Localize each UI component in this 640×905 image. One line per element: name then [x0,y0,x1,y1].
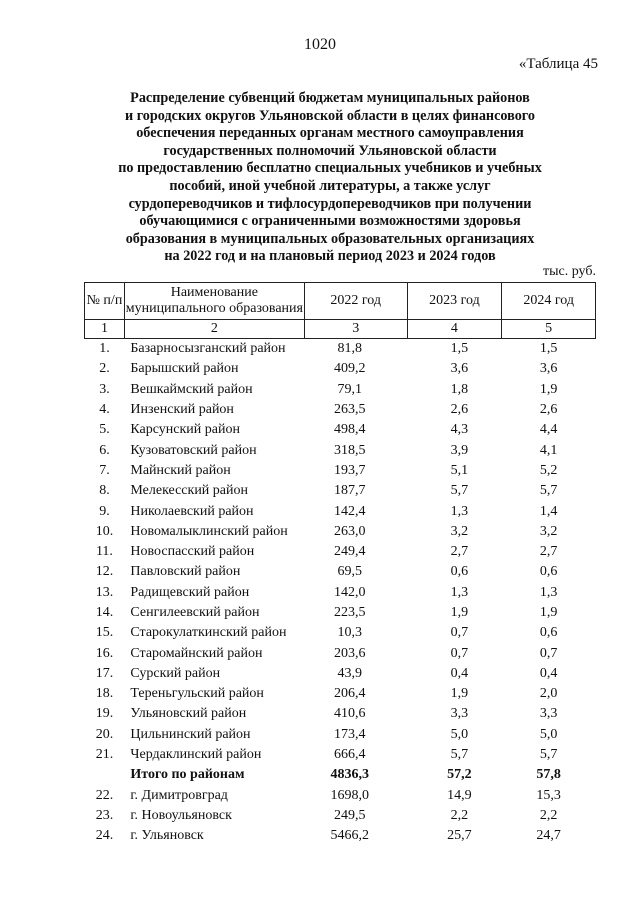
value-2024: 4,4 [539,422,558,438]
value-2023: 5,7 [450,483,469,499]
row-name: Кузоватовский район [130,442,257,458]
table-row [85,522,596,542]
row-name: Майнский район [130,462,231,478]
title-line: образования в муниципальных образовательных организациях [125,230,535,247]
table-body [85,339,596,847]
total-row [85,765,596,785]
table-row [85,684,596,704]
value-2022: 410,6 [333,706,366,722]
value-2024: 1,9 [539,605,558,620]
row-number: 6. [99,442,110,458]
value-2023: 1,8 [450,381,469,397]
value-2022: 5466,2 [330,828,369,844]
value-2023: 4,3 [450,422,469,438]
table-row [85,725,596,745]
row-number: 2. [99,361,110,377]
value-2024: 5,7 [539,747,558,763]
value-2024: 0,4 [539,665,558,681]
row-number: 15. [95,625,114,641]
title-line: Распределение субвенций бюджетам муниципальных районов [130,90,530,106]
value-2023: 1,9 [450,686,469,702]
value-2022: 223,5 [333,605,366,620]
value-2024: 3,2 [539,523,558,539]
row-number: 3. [99,381,110,397]
header-number: № п/п [85,283,125,320]
header-name: Наименование муниципального образования [124,283,304,320]
row-number: 21. [95,747,114,763]
value-2023: 3,6 [450,361,469,377]
title-line: и городских округов Ульяновской области в целях финансового [125,107,535,124]
value-2022: 263,5 [333,402,366,418]
value-2024: 1,3 [539,584,558,600]
row-name: Старомайнский район [130,645,263,661]
value-2022: 666,4 [333,747,366,763]
row-number: 20. [95,726,114,742]
table-row [85,501,596,521]
value-2022: 81,8 [337,341,362,357]
row-number: 22. [95,787,114,803]
table-row [85,664,596,684]
row-name: г. Новоульяновск [130,807,232,823]
row-name: г. Ульяновск [130,828,204,844]
table-row [85,542,596,562]
value-2023: 2,2 [450,807,469,823]
table-row [85,745,596,765]
value-2022: 249,5 [333,807,366,823]
table-row [85,420,596,440]
value-2022: 142,4 [333,503,366,519]
table-row [85,623,596,643]
row-name: Вешкаймский район [130,381,253,397]
row-number: 4. [99,402,110,418]
units-label: тыс. руб. [543,264,596,279]
row-number: 13. [95,584,114,600]
value-2022: 249,4 [333,544,366,560]
value-2022: 4836,3 [330,767,369,783]
value-2022: 193,7 [333,462,366,478]
value-2023: 0,7 [450,645,469,661]
header-2023: 2023 год [407,283,502,320]
value-2023: 0,7 [450,625,469,641]
table-row [85,583,596,603]
row-number: 17. [95,665,114,681]
row-name: Цильнинский район [130,726,251,742]
table-row [85,380,596,400]
table-row [85,826,596,846]
value-2023: 3,2 [450,523,469,539]
row-number: 19. [95,706,114,722]
title-line: сурдопереводчиков и тифлосурдопереводчиков при получении [128,195,532,212]
title-line: обучающимися с ограниченными возможностями здоровья [139,213,521,230]
row-number: 18. [95,686,114,702]
table-row [85,339,596,360]
value-2024: 4,1 [539,442,558,458]
value-2022: 173,4 [333,726,366,742]
value-2023: 1,5 [450,341,469,357]
value-2023: 3,3 [450,706,469,722]
row-number: 12. [95,564,114,580]
page-number: 1020 [304,36,336,53]
value-2022: 409,2 [333,361,366,377]
col-number: 1 [85,320,125,339]
row-name: Карсунский район [130,422,240,438]
value-2022: 318,5 [333,442,366,458]
value-2022: 142,0 [333,584,366,600]
table-row [85,643,596,663]
table-row [85,603,596,623]
row-name: Барышский район [130,361,239,377]
table-row [85,806,596,826]
value-2024: 0,7 [539,645,558,661]
row-name: Сенгилеевский район [130,605,260,620]
col-number: 4 [407,320,502,339]
title-line: пособий, иной учебной литературы, а также услуг [169,177,491,194]
value-2022: 498,4 [333,422,366,438]
row-name: Инзенский район [130,402,234,418]
value-2022: 206,4 [333,686,366,702]
document-title [100,90,560,266]
value-2023: 14,9 [447,787,472,803]
row-number: 14. [95,605,114,620]
row-name: Мелекесский район [130,483,248,499]
table-row [85,704,596,724]
row-name: Чердаклинский район [130,747,262,763]
table-row [85,461,596,481]
value-2022: 187,7 [333,483,366,499]
subvention-table [84,282,596,846]
value-2024: 0,6 [539,625,558,641]
col-number: 5 [502,320,596,339]
row-name: Ульяновский район [130,706,247,722]
value-2024: 15,3 [536,787,561,803]
row-number: 7. [99,462,110,478]
value-2024: 2,7 [539,544,558,560]
value-2022: 43,9 [337,665,362,681]
row-name: Павловский район [130,564,241,580]
col-number: 2 [124,320,304,339]
value-2024: 3,3 [539,706,558,722]
value-2024: 2,0 [539,686,558,702]
row-name: Радищевский район [130,584,250,600]
value-2024: 5,7 [539,483,558,499]
table-row [85,481,596,501]
value-2024: 57,8 [536,767,561,783]
table-row [85,786,596,806]
row-number: 5. [99,422,110,438]
table-row [85,400,596,420]
table-row [85,359,596,379]
value-2024: 1,4 [539,503,558,519]
header-2022: 2022 год [304,283,407,320]
title-line: обеспечения переданных органам местного самоуправления [136,125,524,142]
value-2023: 5,0 [450,726,469,742]
value-2022: 69,5 [337,564,362,580]
header-2024: 2024 год [502,283,596,320]
value-2024: 1,5 [539,341,558,357]
col-number: 3 [304,320,407,339]
value-2023: 5,1 [450,462,469,478]
row-name: Новоспасский район [130,544,255,560]
value-2023: 1,9 [450,605,469,620]
row-name: г. Димитровград [130,787,228,803]
row-number: 9. [99,503,110,519]
row-name: Базарносызганский район [130,341,286,357]
row-number: 24. [95,828,114,844]
row-name: Тереньгульский район [130,686,264,702]
value-2022: 10,3 [337,625,362,641]
row-name: Новомалыклинский район [130,523,288,539]
value-2024: 3,6 [539,361,558,377]
table-reference: «Таблица 45 [518,56,598,72]
table-row [85,440,596,460]
title-line: государственных полномочий Ульяновской области [163,142,497,159]
value-2023: 2,7 [450,544,469,560]
value-2023: 57,2 [447,767,472,783]
value-2023: 1,3 [450,584,469,600]
value-2022: 79,1 [337,381,362,397]
value-2024: 5,0 [539,726,558,742]
value-2023: 1,3 [450,503,469,519]
value-2022: 203,6 [333,645,366,661]
row-number: 23. [95,807,114,823]
value-2024: 2,6 [539,402,558,418]
value-2022: 263,0 [333,523,366,539]
title-line: на 2022 год и на плановый период 2023 и 2024 годов [164,248,496,265]
row-name: Итого по районам [130,767,245,783]
value-2024: 5,2 [539,462,558,478]
title-line: по предоставлению бесплатно специальных учебников и учебных [118,160,542,177]
row-name: Сурский район [130,665,221,681]
value-2022: 1698,0 [330,787,369,803]
table-row [85,562,596,582]
row-number: 11. [95,544,113,560]
row-name: Николаевский район [130,503,254,519]
row-number: 16. [95,645,114,661]
value-2023: 0,4 [450,665,469,681]
value-2024: 2,2 [539,807,558,823]
value-2024: 1,9 [539,381,558,397]
row-number: 1. [99,341,110,357]
value-2023: 2,6 [450,402,469,418]
row-number: 8. [99,483,110,499]
value-2023: 25,7 [447,828,472,844]
value-2023: 3,9 [450,442,469,458]
row-number: 10. [95,523,114,539]
row-name: Старокулаткинский район [130,625,287,641]
value-2024: 24,7 [536,828,561,844]
value-2024: 0,6 [539,564,558,580]
value-2023: 0,6 [450,564,469,580]
value-2023: 5,7 [450,747,469,763]
row-number [85,765,125,785]
